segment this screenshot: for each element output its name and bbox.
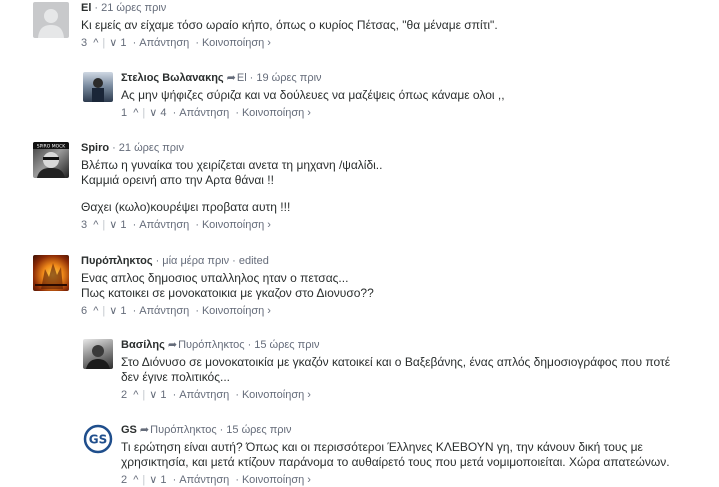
comment-gs: GS GS ➦Πυρόπληκτος · 15 ώρες πριν Τι ερώτηση είναι αυτή? Όπως και οι περισσότεροι Έλληνες ΚΛΕΒΟΥΝ γη, την κάνουν δική τους με χρησικτησία, και μετά κτίζουν παράνομα το αυθαίρετό τους που μετά νομιμοποιείται. Χώρα απατεώνων. 2 ^ | ∨ 1 · Απάντηση · Κοινοποίηση ›: [83, 424, 713, 485]
parent-author[interactable]: El: [236, 72, 247, 84]
downvote-count: 1: [120, 37, 127, 49]
comment-actions: 2 ^ | ∨ 1 · Απάντηση · Κοινοποίηση ›: [121, 389, 311, 401]
comment-author[interactable]: Πυρόπληκτος: [81, 255, 153, 267]
comment-message: Στο Διόνυσο σε μονοκατοικία με γκαζόν κατοικεί και ο Βαξεβάνης, ένας απλός δημοσιογράφος που ποτέ δεν έγινε πολιτικός...: [121, 355, 671, 384]
comment-pyroplektos: Πυρόπληκτος · μία μέρα πριν · edited Ενας απλος δημοσιος υπαλληλος ηταν ο πετσας... Πως κατοικει σε μονοκατοικια με γκαζον στο Διονυσο?? 6 ^ | ∨ 1 · Απάντηση · Κοινοποίηση ›: [33, 255, 713, 321]
reply-arrow-icon: ➦: [226, 72, 236, 84]
gs-logo-icon: [83, 424, 113, 454]
user-photo-icon: [33, 142, 69, 178]
avatar[interactable]: [83, 339, 113, 369]
comment-actions: 6 ^ | ∨ 1 · Απάντηση · Κοινοποίηση ›: [81, 305, 271, 317]
downvote-count: 1: [160, 389, 167, 401]
chevron-down-icon[interactable]: ∨: [109, 219, 118, 231]
avatar[interactable]: [33, 2, 69, 38]
comment-el: El · 21 ώρες πριν Κι εμείς αν είχαμε τόσο ωραίο κήπο, όπως ο κυρίος Πέτσας, "θα μέναμε σπίτι". 3 ^ | ∨ 1 · Απάντηση · Κοινοποίηση ›: [33, 2, 713, 54]
comment-time[interactable]: 15 ώρες πριν: [226, 424, 292, 436]
default-user-icon: [33, 2, 69, 38]
comment-message: Βλέπω η γυναίκα του χειρίζεται ανετα τη μηχανη /ψαλίδι.. Καμμιά ορεινή απο την Αρτα θάναι !! Θαχει (κωλο)κουρέψει προβατα αυτη !!!: [81, 158, 383, 214]
comment-spiro: SPIRO MOCK Spiro · 21 ώρες πριν Βλέπω η γυναίκα του χειρίζεται ανετα τη μηχανη /ψαλίδι.. Καμμιά ορεινή απο την Αρτα θάναι !! Θαχει (κωλο)κουρέψει προβατα αυτη !!! 3 ^ | ∨ 1 · Απάντηση · Κοινοποίηση ›: [33, 142, 713, 237]
share-button[interactable]: Κοινοποίηση ›: [201, 219, 271, 231]
comment-message: Ενας απλος δημοσιος υπαλληλος ηταν ο πετσας... Πως κατοικει σε μονοκατοικια με γκαζον στο Διονυσο??: [81, 271, 374, 300]
reply-arrow-icon: ➦: [167, 339, 178, 351]
reply-button[interactable]: Απάντηση: [179, 389, 230, 401]
downvote-count: 1: [120, 219, 127, 231]
share-button[interactable]: Κοινοποίηση ›: [241, 107, 311, 119]
downvote-count: 1: [120, 305, 127, 317]
edited-label: edited: [238, 255, 269, 267]
upvote-count: 3: [81, 37, 88, 49]
reply-button[interactable]: Απάντηση: [139, 219, 190, 231]
share-button[interactable]: Κοινοποίηση ›: [241, 389, 311, 401]
chevron-down-icon[interactable]: ∨: [149, 474, 158, 486]
parent-author[interactable]: Πυρόπληκτος: [150, 424, 217, 436]
parent-author[interactable]: Πυρόπληκτος: [178, 339, 245, 351]
user-photo-icon: [83, 72, 113, 102]
comment-time[interactable]: 19 ώρες πριν: [256, 72, 322, 84]
chevron-up-icon[interactable]: ^: [130, 474, 139, 486]
avatar[interactable]: [83, 424, 113, 454]
avatar-caption: SPIRO MOCK: [36, 144, 66, 150]
comment-author[interactable]: Βασίλης: [121, 339, 165, 351]
user-photo-icon: [83, 339, 113, 369]
comment-stelios: Στελιος Βωλανακης ➦El · 19 ώρες πριν Ας μην ψήφιζες σύριζα και να δούλευες να μαζέψεις όπως κάναμε ολοι ,, 1 ^ | ∨ 4 · Απάντηση · Κοινοποίηση ›: [83, 72, 713, 124]
reply-button[interactable]: Απάντηση: [139, 305, 190, 317]
comment-vasilis: Βασίλης ➦Πυρόπληκτος · 15 ώρες πριν Στο Διόνυσο σε μονοκατοικία με γκαζόν κατοικεί και ο Βαξεβάνης, ένας απλός δημοσιογράφος που ποτέ δεν έγινε πολιτικός... 2 ^ | ∨ 1 · Απάντηση · Κοινοποίηση ›: [83, 339, 713, 405]
comment-message: Κι εμείς αν είχαμε τόσο ωραίο κήπο, όπως ο κυρίος Πέτσας, "θα μέναμε σπίτι".: [81, 18, 498, 32]
chevron-down-icon[interactable]: ∨: [109, 305, 118, 317]
upvote-count: 2: [121, 474, 128, 486]
chevron-up-icon[interactable]: ^: [90, 305, 99, 317]
chevron-down-icon[interactable]: ∨: [149, 107, 158, 119]
chevron-up-icon[interactable]: ^: [130, 107, 139, 119]
comment-author[interactable]: Στελιος Βωλανακης: [121, 72, 224, 84]
chevron-up-icon[interactable]: ^: [130, 389, 139, 401]
chevron-down-icon[interactable]: ∨: [109, 37, 118, 49]
upvote-count: 3: [81, 219, 88, 231]
upvote-count: 2: [121, 389, 128, 401]
avatar[interactable]: [33, 255, 69, 291]
downvote-count: 4: [160, 107, 167, 119]
upvote-count: 1: [121, 107, 128, 119]
comment-time[interactable]: 21 ώρες πριν: [118, 142, 184, 154]
reply-arrow-icon: ➦: [139, 424, 150, 436]
comment-time[interactable]: 15 ώρες πριν: [254, 339, 320, 351]
comment-author[interactable]: Spiro: [81, 142, 110, 154]
gs-logo-text: GS: [88, 432, 108, 447]
avatar[interactable]: [33, 142, 69, 178]
chevron-down-icon[interactable]: ∨: [149, 389, 158, 401]
comment-message: Ας μην ψήφιζες σύριζα και να δούλευες να μαζέψεις όπως κάναμε ολοι ,,: [121, 88, 505, 102]
chevron-up-icon[interactable]: ^: [90, 37, 99, 49]
fire-icon: [33, 255, 69, 291]
downvote-count: 1: [160, 474, 167, 486]
comment-actions: 3 ^ | ∨ 1 · Απάντηση · Κοινοποίηση ›: [81, 37, 271, 49]
comment-time[interactable]: μία μέρα πριν: [162, 255, 230, 267]
avatar[interactable]: [83, 72, 113, 102]
comment-time[interactable]: 21 ώρες πριν: [101, 2, 167, 14]
share-button[interactable]: Κοινοποίηση ›: [201, 37, 271, 49]
share-button[interactable]: Κοινοποίηση ›: [241, 474, 311, 486]
comment-author[interactable]: GS: [121, 424, 137, 436]
comment-actions: 3 ^ | ∨ 1 · Απάντηση · Κοινοποίηση ›: [81, 219, 271, 231]
reply-button[interactable]: Απάντηση: [179, 107, 230, 119]
upvote-count: 6: [81, 305, 88, 317]
comment-actions: 2 ^ | ∨ 1 · Απάντηση · Κοινοποίηση ›: [121, 474, 311, 486]
comment-author[interactable]: El: [81, 2, 92, 14]
reply-button[interactable]: Απάντηση: [179, 474, 230, 486]
comment-message: Τι ερώτηση είναι αυτή? Όπως και οι περισσότεροι Έλληνες ΚΛΕΒΟΥΝ γη, την κάνουν δική τους με χρησικτησία, και μετά κτίζουν παράνομα το αυθαίρετό τους που μετά νομιμοποιείται. Χώρα απατεώνων.: [121, 440, 670, 469]
comment-actions: 1 ^ | ∨ 4 · Απάντηση · Κοινοποίηση ›: [121, 107, 311, 119]
share-button[interactable]: Κοινοποίηση ›: [201, 305, 271, 317]
reply-button[interactable]: Απάντηση: [139, 37, 190, 49]
chevron-up-icon[interactable]: ^: [90, 219, 99, 231]
